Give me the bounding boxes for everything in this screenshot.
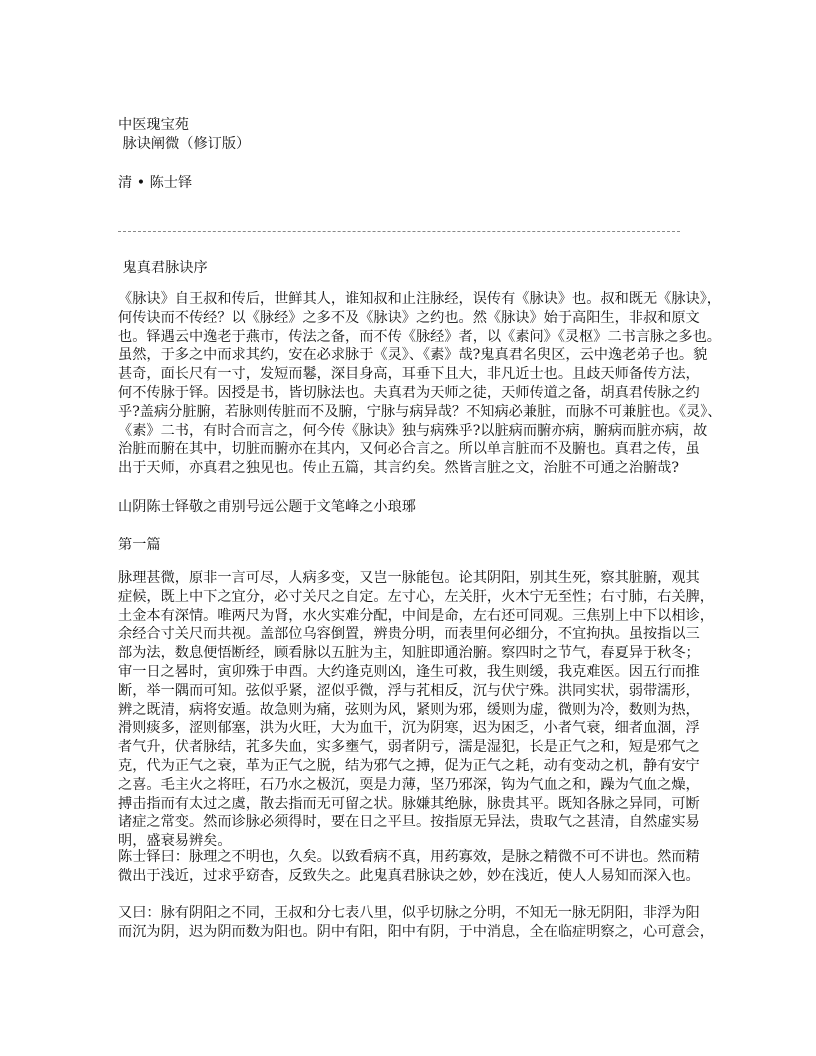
text-line: 诸症之常变。然而诊脉必须得时，要在日之平旦。按指原无异法，贵取气之甚清，自然虚实易 bbox=[118, 814, 700, 831]
text-line: 《脉诀》自王叔和传后，世鲜其人，谁知叔和止注脉经，误传有《脉诀》也。叔和既无《脉诀》， bbox=[118, 291, 721, 307]
text-line: 何不传脉于铎。因授是书，皆切脉法也。夫真君为天师之徒，天师传道之备，胡真君传脉之约 bbox=[118, 384, 700, 401]
header bbox=[118, 116, 718, 154]
text-line: 断，举一隅而可知。弦似乎紧，涩似乎微，浮与芤相反，沉与伏宁殊。洪同实状，弱带濡形， bbox=[118, 682, 700, 699]
text-line: 症候，既上中下之宜分，必寸关尺之自定。左寸心，左关肝，火木宁无至性；右寸肺，右关脾， bbox=[118, 588, 714, 605]
author: 清 • 陈士铎 bbox=[118, 175, 193, 191]
text-line: 治脏而腑在其中，切脏而腑亦在其内，又何必合言之。所以单言脏而不及腑也。真君之传，虽 bbox=[118, 441, 700, 458]
text-line: 滑则痰多，涩则郁塞，洪为火旺，大为血干，沉为阴寒，迟为困乏，小者气衰，细者血涸，浮 bbox=[118, 720, 700, 737]
text-line: 者气升，伏者脉结，芤多失血，实多壅气，弱者阴亏，濡是湿犯，长是正气之和，短是邪气之 bbox=[118, 739, 700, 756]
chapter-title-block bbox=[118, 536, 718, 555]
chapter-title: 第一篇 bbox=[118, 537, 161, 553]
text-line: 乎?盖病分脏腑，若脉则传脏而不及腑，宁脉与病异哉？不知病必兼脏，而脉不可兼脏也。《灵》、 bbox=[118, 403, 722, 420]
text-line: 明，盛衰易辨矣。 bbox=[118, 833, 232, 850]
text-line: 陈士铎曰：脉理之不明也，久矣。以致看病不真，用药寡效，是脉之精微不可不讲也。然而精 bbox=[118, 849, 700, 865]
text-line: 克，代为正气之衰，革为正气之脱，结为邪气之搏，促为正气之耗，动有变动之机，静有安宁 bbox=[118, 757, 700, 774]
text-line: 甚奇，面长尺有一寸，发短而鬈，深目身高，耳垂下且大，非凡近士也。且歧天师备传方法， bbox=[118, 366, 700, 383]
text-line: 辨之既清，病将安遁。故急则为痛，弦则为风，紧则为邪，缓则为虚，微则为冷，数则为热， bbox=[118, 701, 700, 718]
text-line: 虽然，于多之中而求其约，安在必求脉于《灵》、《素》哉?鬼真君名臾区，云中逸老弟子也。貌 bbox=[118, 347, 708, 364]
divider bbox=[118, 231, 680, 232]
text-line: 土金本有深情。唯两尺为肾，水火实难分配，中间是命，左右还可同观。三焦别上中下以相诊， bbox=[118, 607, 714, 624]
text-line: 搏击指而有太过之虞，散去指而无可留之状。脉嫌其绝脉，脉贵其平。既知各脉之异同，可断 bbox=[118, 795, 700, 812]
text-line: 也。铎遇云中逸老于燕市，传法之备，而不传《脉经》者，以《素问》《灵枢》二书言脉之多也。 bbox=[118, 328, 721, 345]
preface-title-block bbox=[118, 259, 718, 278]
text-line: 又曰：脉有阴阳之不同，王叔和分七表八里，似乎切脉之分明，不知无一脉无阴阳，非浮为阳 bbox=[118, 905, 700, 921]
preface-signature-block bbox=[118, 498, 718, 517]
book-title: 脉诀阐微（修订版） bbox=[118, 135, 251, 152]
site-name: 中医瑰宝苑 bbox=[118, 117, 189, 133]
text-line: 微出于浅近，过求乎窈杳，反致失之。此鬼真君脉诀之妙，妙在浅近，使人人易知而深入也。 bbox=[118, 867, 700, 884]
chapter-paragraph-1 bbox=[118, 569, 718, 851]
text-line: 脉理甚微，原非一言可尽，人病多变，又岂一脉能包。论其阴阳，别其生死，察其脏腑，观其 bbox=[118, 570, 700, 586]
text-line: 审一日之晷时，寅卯殊于申酉。大约逢克则凶，逢生可救，我生则缓，我克难医。因五行而推 bbox=[118, 663, 700, 680]
text-line: 而沉为阴，迟为阴而数为阳也。阴中有阳，阳中有阴，于中消息，全在临症明察之，心可意会， bbox=[118, 923, 714, 940]
text-line: 余经合寸关尺而共视。盖部位乌容倒置，辨贵分明，而表里何必细分，不宜拘执。虽按指以三 bbox=[118, 626, 700, 643]
preface-title: 鬼真君脉诀序 bbox=[118, 260, 208, 276]
text-line: 何传诀而不传经？以《脉经》之多不及《脉诀》之约也。然《脉诀》始于高阳生，非叔和原文 bbox=[118, 309, 700, 326]
chapter-paragraph-2 bbox=[118, 848, 718, 886]
chapter-paragraph-3 bbox=[118, 904, 718, 942]
text-line: 出于天师，亦真君之独见也。传止五篇，其言约矣。然皆言脏之文，治脏不可通之治腑哉? bbox=[118, 460, 679, 477]
text-line: 部为法，数息便悟断经，顾看脉以五脏为主，知脏即通治腑。察四时之节气，春夏异于秋冬； bbox=[118, 645, 700, 662]
preface-signature: 山阴陈士铎敬之甫别号远公题于文笔峰之小琅琊 bbox=[118, 499, 416, 515]
text-line: 《素》二书，有时合而言之，何今传《脉诀》独与病殊乎?以脏病而腑亦病，腑病而脏亦病，故 bbox=[118, 422, 708, 439]
preface-paragraph bbox=[118, 290, 722, 478]
author-block bbox=[118, 174, 718, 193]
text-line: 之喜。毛主火之将旺，石乃水之极沉，耎是力薄，坚乃邪深，钩为气血之和，躁为气血之燥， bbox=[118, 776, 700, 793]
